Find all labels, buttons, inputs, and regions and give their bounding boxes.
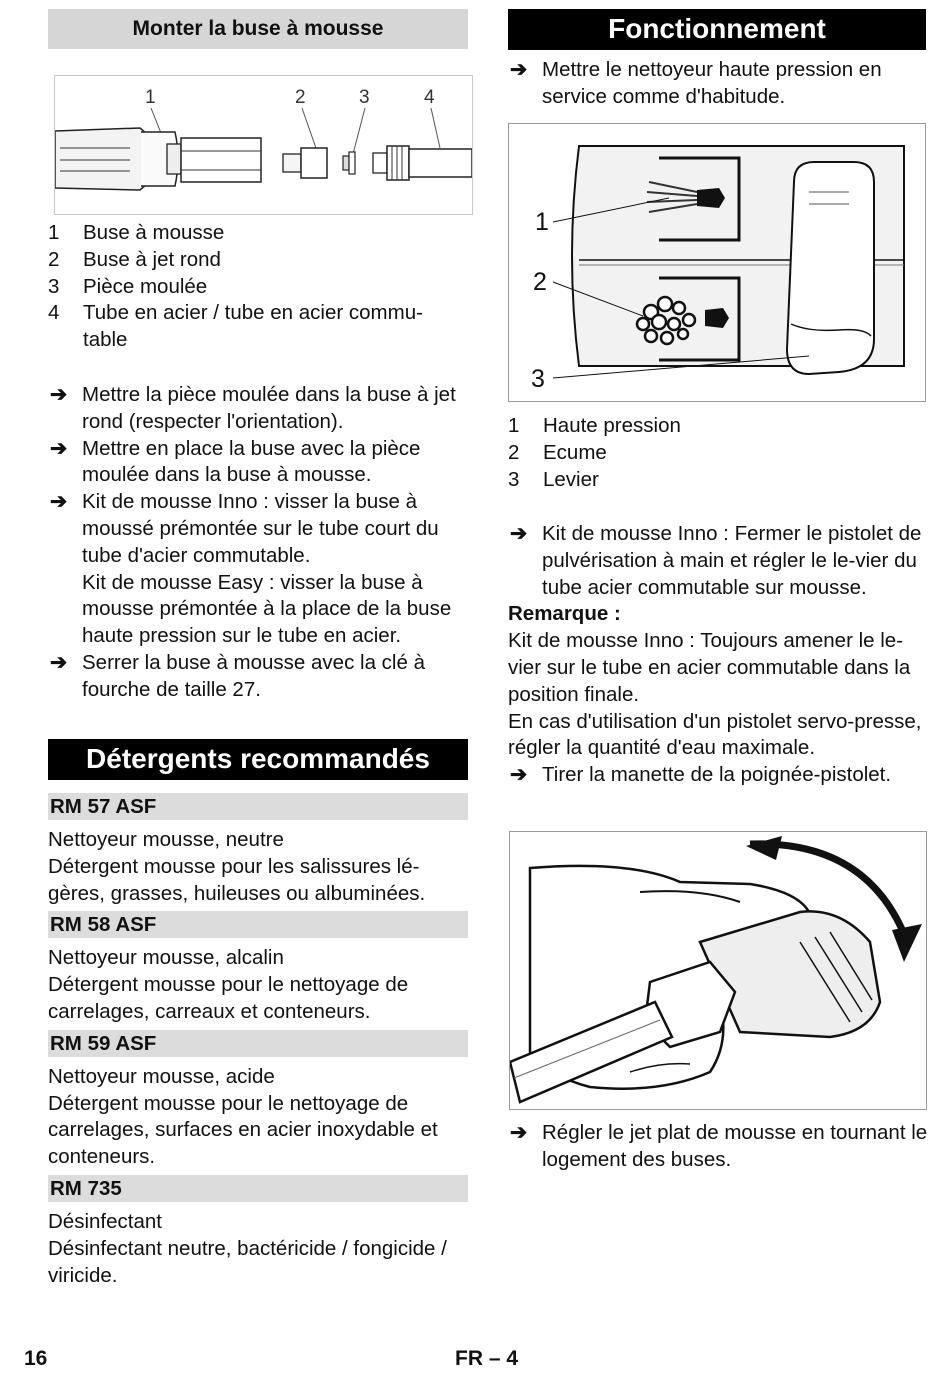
list-item: 1 Buse à mousse [48,221,225,244]
lever-positions-drawing [509,124,925,401]
nozzle-assembly-figure [54,75,473,215]
arrow-right-icon: ➔ [50,436,68,460]
callout-1: 1 [535,208,549,236]
hand-gun-drawing [510,832,926,1109]
nozzle-assembly-drawing [55,76,472,214]
callout-3: 3 [359,87,370,108]
detergent-name: Nettoyeur mousse, alcalin [48,946,284,970]
callout-2: 2 [295,87,306,108]
arrow-right-icon: ➔ [510,522,528,545]
callout-4: 4 [424,87,435,108]
trigger-gun-figure [509,831,927,1110]
parts-list [48,220,468,354]
list-item: 2 Buse à jet rond [48,247,221,271]
detergent-desc: Détergent mousse pour le nettoyage de carrelages, surfaces en acier inoxydable et conteneurs. [48,1091,438,1169]
step-item: ➔ Mettre le nettoyeur haute pression en service comme d'habitude. [510,58,882,108]
arrow-right-icon: ➔ [50,490,68,514]
detergent-desc: Désinfectant neutre, bactéricide / fongicide / viricide. [48,1236,447,1287]
callout-2: 2 [533,268,547,296]
callout-1: 1 [145,87,156,108]
detergent-name: Nettoyeur mousse, neutre [48,828,284,851]
section-heading-detergents: Détergents recommandés [48,739,468,780]
assembly-steps [48,382,468,704]
list-item: 1 Haute pression [508,414,681,437]
section-heading-nozzle: Monter la buse à mousse [48,9,468,49]
detergent-list [48,793,468,1289]
callout-3: 3 [531,365,545,393]
page-number: 16 [24,1347,48,1370]
step-item-continued: Kit de mousse Easy : visser la buse à mousse prémontée à la place de la buse haute pression sur le tube en acier. [82,570,452,648]
lever-positions-figure [508,123,926,402]
detergent-desc: Détergent mousse pour le nettoyage de carrelages, carreaux et conteneurs. [48,973,409,1023]
detergent-name: Désinfectant [48,1209,162,1233]
note-text: Kit de mousse Inno : Toujours amener le le-vier sur le tube en acier commutable dans la position finale. [508,629,911,706]
list-item: 4 Tube en acier / tube en acier commu-table [48,301,423,352]
step-item: ➔ Serrer la buse à mousse avec la clé à fourche de taille 27. [50,650,425,701]
step-item: ➔ Mettre en place la buse avec la pièce moulée dans la buse à mousse. [50,436,421,487]
detergent-desc: Détergent mousse pour les salissures lé-gères, grasses, huileuses ou albuminées. [48,854,426,905]
list-item: 2 Ecume [508,440,607,464]
operation-text [508,521,928,789]
detergent-code: RM 59 ASF [48,1030,468,1057]
section-heading-operation: Fonctionnement [508,9,926,50]
step-item: ➔ Kit de mousse Inno : Fermer le pistolet de pulvérisation à main et régler le le-vier du tube acier commutable sur mousse. [510,522,922,599]
note-label: Remarque : [508,602,621,626]
figure-legend [508,413,924,493]
arrow-right-icon: ➔ [510,1121,528,1144]
arrow-right-icon: ➔ [50,650,68,674]
note-text: En cas d'utilisation d'un pistolet servo-presse, régler la quantité d'eau maximale. [508,709,922,760]
arrow-right-icon: ➔ [510,58,528,81]
arrow-right-icon: ➔ [510,763,528,787]
step-item: ➔ Tirer la manette de la poignée-pistolet. [508,762,928,789]
detergent-code: RM 57 ASF [48,793,468,820]
detergent-name: Nettoyeur mousse, acide [48,1064,275,1088]
list-item: 3 Pièce moulée [48,274,208,298]
detergent-code: RM 58 ASF [48,911,468,938]
list-item: 3 Levier [508,467,599,491]
section-label: FR – 4 [455,1347,519,1370]
detergent-code: RM 735 [48,1175,468,1202]
step-item: ➔ Kit de mousse Inno : visser la buse à moussé prémontée sur le tube court du tube d'acier commutable. [50,490,439,567]
step-item: ➔ Mettre la pièce moulée dans la buse à jet rond (respecter l'orientation). [50,383,456,433]
step-item: ➔ Régler le jet plat de mousse en tournant le logement des buses. [510,1121,928,1171]
arrow-right-icon: ➔ [50,383,68,406]
